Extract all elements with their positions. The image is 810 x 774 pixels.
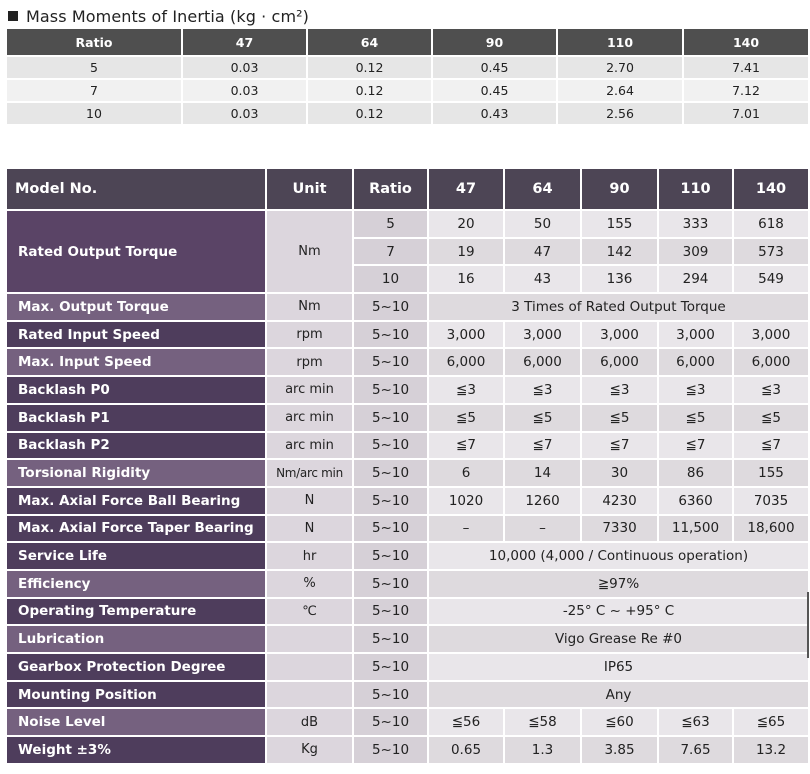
row-label-operating-temperature: Operating Temperature [7, 597, 265, 625]
table-cell: 5 [7, 55, 181, 78]
inertia-header-row [7, 29, 808, 55]
ratio-cell: 5~10 [352, 569, 427, 597]
ratio-cell: 5~10 [352, 541, 427, 569]
table-cell: 2.64 [556, 78, 682, 101]
row-label-torsional-rigidity: Torsional Rigidity [7, 458, 265, 486]
value-cell: 6,000 [503, 347, 580, 375]
spec-header-size: 90 [580, 169, 657, 209]
ratio-cell: 5~10 [352, 431, 427, 459]
row-label-rated-output-torque: Rated Output Torque [7, 209, 265, 292]
value-cell: 16 [427, 264, 503, 292]
table-cell: 0.43 [431, 101, 556, 124]
table-cell: 10 [7, 101, 181, 124]
value-cell: – [427, 514, 503, 542]
unit-cell: dB [265, 707, 352, 735]
table-cell: 2.56 [556, 101, 682, 124]
value-cell: 7035 [732, 486, 808, 514]
inertia-header-cell: 110 [556, 29, 682, 55]
value-cell: 1.3 [503, 735, 580, 763]
ratio-cell: 5~10 [352, 347, 427, 375]
value-cell: 294 [657, 264, 732, 292]
inertia-header-cell: 90 [431, 29, 556, 55]
value-cell: 309 [657, 237, 732, 265]
value-cell: 1020 [427, 486, 503, 514]
spec-header-ratio: Ratio [352, 169, 427, 209]
table-cell: 0.12 [306, 55, 431, 78]
inertia-header-cell: 64 [306, 29, 431, 55]
table-row [7, 78, 808, 101]
unit-cell: rpm [265, 347, 352, 375]
unit-cell [265, 652, 352, 680]
value-cell: 20 [427, 209, 503, 237]
value-cell: 155 [732, 458, 808, 486]
ratio-cell: 5~10 [352, 514, 427, 542]
table-row [7, 735, 808, 763]
row-label-efficiency: Efficiency [7, 569, 265, 597]
value-cell: ≦7 [580, 431, 657, 459]
row-label-service-life: Service Life [7, 541, 265, 569]
row-label-noise-level: Noise Level [7, 707, 265, 735]
ratio-cell: 5~10 [352, 707, 427, 735]
value-cell: 3.85 [580, 735, 657, 763]
table-row [7, 101, 808, 124]
ratio-cell: 5~10 [352, 735, 427, 763]
value-cell: 3,000 [657, 320, 732, 348]
spanned-value-cell: 10,000 (4,000 / Continuous operation) [427, 541, 808, 569]
value-cell: 6 [427, 458, 503, 486]
unit-cell: arc min [265, 431, 352, 459]
value-cell: 13.2 [732, 735, 808, 763]
value-cell: ≦7 [732, 431, 808, 459]
inertia-table [7, 29, 808, 124]
ratio-cell: 10 [352, 264, 427, 292]
spanned-value-cell: Vigo Grease Re #0 [427, 624, 808, 652]
table-row [7, 403, 808, 431]
value-cell: 3,000 [732, 320, 808, 348]
value-cell: ≦3 [427, 375, 503, 403]
row-label-max-input-speed: Max. Input Speed [7, 347, 265, 375]
inertia-header-cell: 140 [682, 29, 808, 55]
table-cell: 0.12 [306, 101, 431, 124]
table-row [7, 431, 808, 459]
value-cell: 3,000 [503, 320, 580, 348]
ratio-cell: 7 [352, 237, 427, 265]
table-row [7, 320, 808, 348]
spanned-value-cell: 3 Times of Rated Output Torque [427, 292, 808, 320]
ratio-cell: 5~10 [352, 292, 427, 320]
inertia-title-text: Mass Moments of Inertia (kg · cm²) [26, 6, 309, 26]
spanned-value-cell: ≧97% [427, 569, 808, 597]
spec-header-size: 140 [732, 169, 808, 209]
table-cell: 7.12 [682, 78, 808, 101]
ratio-cell: 5~10 [352, 486, 427, 514]
value-cell: ≦7 [657, 431, 732, 459]
table-row [7, 209, 808, 237]
table-row [7, 347, 808, 375]
value-cell: 11,500 [657, 514, 732, 542]
row-label-max-axial-force-taper-bearing: Max. Axial Force Taper Bearing [7, 514, 265, 542]
value-cell: 43 [503, 264, 580, 292]
row-label-backlash-p2: Backlash P2 [7, 431, 265, 459]
value-cell: 7.65 [657, 735, 732, 763]
ratio-cell: 5~10 [352, 652, 427, 680]
value-cell: ≦5 [657, 403, 732, 431]
value-cell: 136 [580, 264, 657, 292]
value-cell: 50 [503, 209, 580, 237]
row-label-max-axial-force-ball-bearing: Max. Axial Force Ball Bearing [7, 486, 265, 514]
table-cell: 0.45 [431, 55, 556, 78]
page-edge-divider [807, 592, 809, 658]
value-cell: ≦58 [503, 707, 580, 735]
table-row [7, 292, 808, 320]
value-cell: ≦3 [503, 375, 580, 403]
value-cell: 333 [657, 209, 732, 237]
value-cell: ≦5 [503, 403, 580, 431]
value-cell: 549 [732, 264, 808, 292]
value-cell: 6,000 [657, 347, 732, 375]
value-cell: 7330 [580, 514, 657, 542]
table-row [7, 569, 808, 597]
table-row [7, 486, 808, 514]
row-label-gearbox-protection-degree: Gearbox Protection Degree [7, 652, 265, 680]
value-cell: 6360 [657, 486, 732, 514]
value-cell: ≦56 [427, 707, 503, 735]
value-cell: ≦5 [580, 403, 657, 431]
table-row [7, 514, 808, 542]
value-cell: ≦5 [732, 403, 808, 431]
value-cell: ≦63 [657, 707, 732, 735]
table-cell: 2.70 [556, 55, 682, 78]
table-row [7, 624, 808, 652]
value-cell: ≦5 [427, 403, 503, 431]
value-cell: 3,000 [580, 320, 657, 348]
ratio-cell: 5~10 [352, 375, 427, 403]
spec-header-unit: Unit [265, 169, 352, 209]
unit-cell: arc min [265, 375, 352, 403]
value-cell: ≦7 [503, 431, 580, 459]
value-cell: ≦7 [427, 431, 503, 459]
inertia-section-title [8, 4, 309, 28]
spec-table [7, 169, 808, 763]
spanned-value-cell: IP65 [427, 652, 808, 680]
value-cell: 47 [503, 237, 580, 265]
unit-cell: N [265, 514, 352, 542]
value-cell: 6,000 [427, 347, 503, 375]
inertia-header-cell: 47 [181, 29, 306, 55]
value-cell: ≦3 [657, 375, 732, 403]
ratio-cell: 5~10 [352, 320, 427, 348]
unit-cell: rpm [265, 320, 352, 348]
table-cell: 0.03 [181, 78, 306, 101]
row-label-max-output-torque: Max. Output Torque [7, 292, 265, 320]
table-cell: 0.45 [431, 78, 556, 101]
value-cell: 6,000 [732, 347, 808, 375]
table-row [7, 707, 808, 735]
unit-cell: ℃ [265, 597, 352, 625]
value-cell: 18,600 [732, 514, 808, 542]
value-cell: ≦65 [732, 707, 808, 735]
value-cell: 142 [580, 237, 657, 265]
table-cell: 7 [7, 78, 181, 101]
unit-cell [265, 680, 352, 708]
spec-header-size: 110 [657, 169, 732, 209]
row-label-lubrication: Lubrication [7, 624, 265, 652]
unit-cell: arc min [265, 403, 352, 431]
row-label-rated-input-speed: Rated Input Speed [7, 320, 265, 348]
spanned-value-cell: -25° C ~ +95° C [427, 597, 808, 625]
table-row [7, 55, 808, 78]
value-cell: 618 [732, 209, 808, 237]
value-cell: 155 [580, 209, 657, 237]
value-cell: 30 [580, 458, 657, 486]
table-cell: 0.03 [181, 55, 306, 78]
table-cell: 0.03 [181, 101, 306, 124]
value-cell: 0.65 [427, 735, 503, 763]
value-cell: 19 [427, 237, 503, 265]
unit-cell [265, 624, 352, 652]
value-cell: 1260 [503, 486, 580, 514]
value-cell: ≦3 [580, 375, 657, 403]
row-label-backlash-p1: Backlash P1 [7, 403, 265, 431]
table-cell: 7.41 [682, 55, 808, 78]
unit-cell: Nm/arc min [265, 458, 352, 486]
unit-cell: Nm [265, 209, 352, 292]
row-label-mounting-position: Mounting Position [7, 680, 265, 708]
table-row [7, 458, 808, 486]
value-cell: 14 [503, 458, 580, 486]
table-row [7, 541, 808, 569]
ratio-cell: 5~10 [352, 403, 427, 431]
ratio-cell: 5 [352, 209, 427, 237]
value-cell: 573 [732, 237, 808, 265]
spec-header-model: Model No. [7, 169, 265, 209]
row-label-backlash-p0: Backlash P0 [7, 375, 265, 403]
square-bullet-icon [8, 11, 18, 21]
ratio-cell: 5~10 [352, 458, 427, 486]
table-row [7, 597, 808, 625]
unit-cell: % [265, 569, 352, 597]
spec-header-row [7, 169, 808, 209]
value-cell: 4230 [580, 486, 657, 514]
table-row [7, 680, 808, 708]
unit-cell: hr [265, 541, 352, 569]
unit-cell: Nm [265, 292, 352, 320]
ratio-cell: 5~10 [352, 680, 427, 708]
table-row [7, 375, 808, 403]
value-cell: 3,000 [427, 320, 503, 348]
ratio-cell: 5~10 [352, 597, 427, 625]
row-label-weight-3: Weight ±3% [7, 735, 265, 763]
ratio-cell: 5~10 [352, 624, 427, 652]
table-row [7, 652, 808, 680]
value-cell: 86 [657, 458, 732, 486]
unit-cell: N [265, 486, 352, 514]
inertia-header-cell: Ratio [7, 29, 181, 55]
value-cell: ≦60 [580, 707, 657, 735]
value-cell: ≦3 [732, 375, 808, 403]
spanned-value-cell: Any [427, 680, 808, 708]
table-cell: 0.12 [306, 78, 431, 101]
value-cell: 6,000 [580, 347, 657, 375]
value-cell: – [503, 514, 580, 542]
unit-cell: Kg [265, 735, 352, 763]
spec-header-size: 64 [503, 169, 580, 209]
table-cell: 7.01 [682, 101, 808, 124]
spec-header-size: 47 [427, 169, 503, 209]
